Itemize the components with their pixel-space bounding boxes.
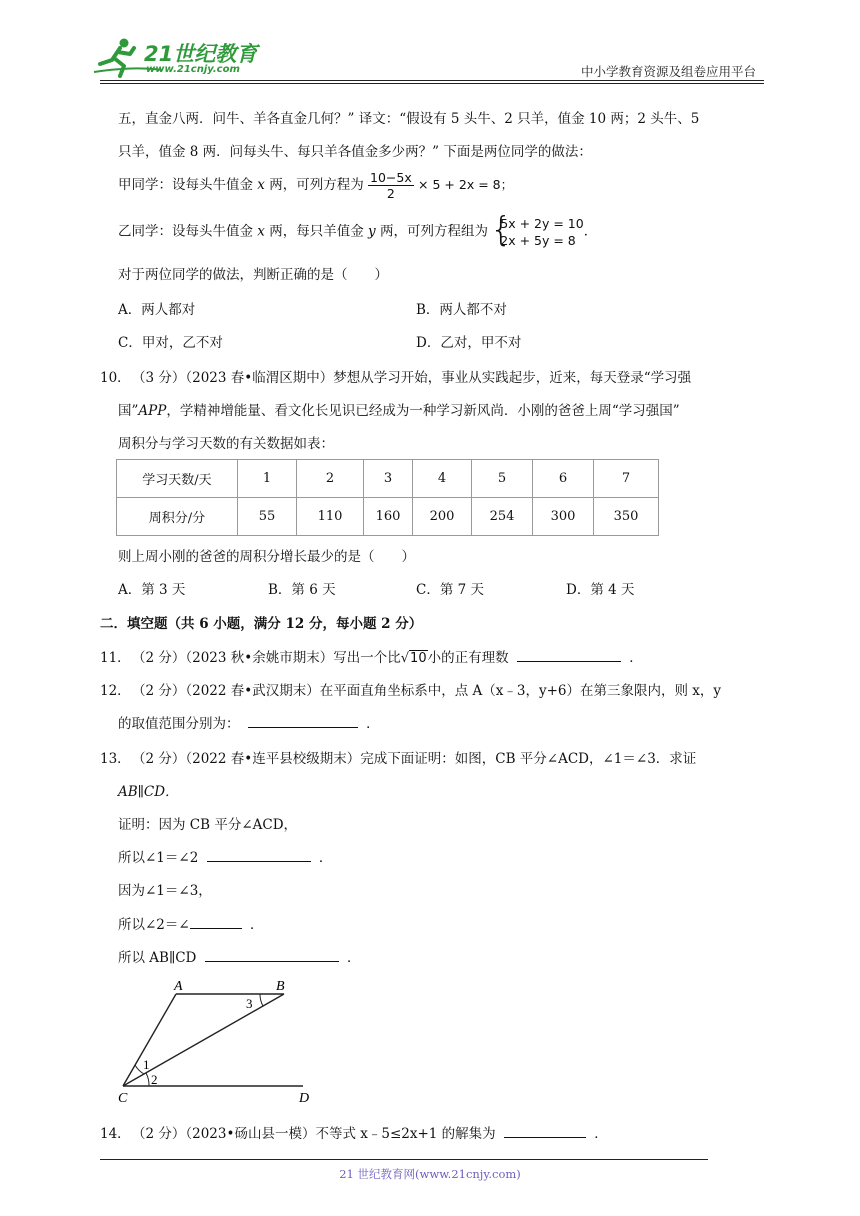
angle3-arc xyxy=(260,994,263,1006)
q11-body xyxy=(132,646,643,666)
header-platform-name: 中小学教育资源及组卷应用平台 xyxy=(580,64,756,79)
q9-jia-numerator: 10−5x xyxy=(370,170,412,185)
q13-end-1: ． xyxy=(318,850,333,866)
q14-end: ． xyxy=(594,1126,608,1142)
q10-line2 xyxy=(118,399,680,419)
q13-number: 13． xyxy=(100,751,131,767)
angle2-arc xyxy=(146,1073,149,1086)
q12-line2 xyxy=(118,712,380,732)
q13-proof4: 所以∠2＝∠ xyxy=(118,917,190,933)
segment-ac xyxy=(123,994,176,1086)
q11-sqrt-value: 10 xyxy=(410,651,427,666)
q9-yi-eq2: 2x + 5y = 8 xyxy=(500,233,576,248)
table-cell: 3 xyxy=(364,460,413,498)
footer-divider xyxy=(100,1159,708,1160)
q10-line2-b: ，学精神增能量、看文化长见识已经成为一种学习新风尚．小刚的爸爸上周“学习强国” xyxy=(166,403,680,419)
q9-yi-mid1: 两，每只羊值金 xyxy=(264,223,364,240)
q9-jia-mid: 两，可列方程为 xyxy=(264,177,364,193)
q9-yi-eq1: { 5x + 2y = 10 xyxy=(500,216,584,231)
q10-line1: （3 分）（2023 春•临渭区期中）梦想从学习开始，事业从实践起步，近来，每天登录“学习强 xyxy=(132,370,692,386)
q11-number: 11． xyxy=(100,650,131,666)
q12-line1: （2 分）（2022 春•武汉期末）在平面直角坐标系中，点 A（x﹣3，y+6）在第三象限内，则 x，y xyxy=(132,683,722,699)
table-cell: 5 xyxy=(472,460,533,498)
q9-yi-var2: y xyxy=(368,223,376,240)
q9-yi-system xyxy=(492,215,583,249)
q13-blank-1[interactable] xyxy=(207,847,311,862)
section-title: 二．填空题（共 6 小题，满分 12 分，每小题 2 分） xyxy=(100,616,423,632)
q12-end: ． xyxy=(366,716,380,732)
header-divider xyxy=(100,80,764,81)
q14-text: （2 分）（2023•砀山县一模）不等式 x﹣5≤2x+1 的解集为 xyxy=(132,1126,496,1142)
q13-proof5: 所以 AB∥CD xyxy=(118,950,197,966)
label-angle2: 2 xyxy=(151,1072,158,1087)
q10-app: APP xyxy=(138,403,167,419)
q10-data-table xyxy=(116,459,659,536)
q13-geometry-figure xyxy=(110,976,320,1106)
q9-option-a: A．两人都对 xyxy=(118,302,196,318)
table-cell: 6 xyxy=(533,460,594,498)
q13-proof3: 因为∠1＝∠3， xyxy=(118,883,212,899)
q9-jia xyxy=(118,170,513,201)
table-header-days: 学习天数/天 xyxy=(117,460,238,498)
table-row xyxy=(117,498,659,536)
table-cell: 4 xyxy=(413,460,472,498)
q9-jia-suffix: × 5 + 2x = 8； xyxy=(418,177,514,192)
q12-line2-text: 的取值范围分别为： xyxy=(118,716,240,732)
table-cell: 254 xyxy=(472,498,533,536)
q9-jia-prefix: 甲同学：设每头牛值金 xyxy=(118,177,253,193)
label-angle3: 3 xyxy=(246,996,253,1011)
q13-line1: （2 分）（2022 春•连平县校级期末）完成下面证明：如图，CB 平分∠ACD，∠1＝∠3．求证 xyxy=(132,751,697,767)
q13-line2: AB∥CD． xyxy=(118,784,179,800)
q11-end: ． xyxy=(629,650,643,666)
q13-blank-3[interactable] xyxy=(205,947,339,962)
q10-number: 10． xyxy=(100,370,131,386)
q11-text-a: （2 分）（2023 秋•余姚市期末）写出一个比 xyxy=(132,650,401,666)
table-cell: 350 xyxy=(594,498,659,536)
q9-yi-end: ． xyxy=(583,223,598,240)
q9-yi-prefix: 乙同学：设每头牛值金 xyxy=(118,223,253,240)
table-cell: 2 xyxy=(297,460,364,498)
q13-proof2-row xyxy=(118,846,332,866)
q14-number: 14． xyxy=(100,1126,131,1142)
q9-option-b: B．两人都不对 xyxy=(416,302,507,318)
logo-url: www.21cnjy.com xyxy=(146,64,240,75)
q13-end-3: ． xyxy=(346,950,361,966)
q9-line1: 五，直金八两．问牛、羊各直金几何？” 译文：“假设有 5 头牛、2 只羊，值金 10 两；2 头牛、5 xyxy=(118,111,700,127)
table-cell: 7 xyxy=(594,460,659,498)
label-c: C xyxy=(118,1091,128,1106)
table-cell: 1 xyxy=(238,460,297,498)
q14-answer-blank[interactable] xyxy=(504,1123,586,1138)
q9-jia-fraction xyxy=(368,170,414,201)
q11-answer-blank[interactable] xyxy=(517,647,621,662)
table-header-score: 周积分/分 xyxy=(117,498,238,536)
header-divider-2 xyxy=(100,83,764,84)
q9-option-d: D．乙对，甲不对 xyxy=(416,335,522,351)
label-b: B xyxy=(276,979,285,994)
label-a: A xyxy=(174,979,183,994)
q13-blank-2[interactable] xyxy=(190,914,242,929)
label-angle1: 1 xyxy=(143,1057,150,1072)
logo-title: 21世纪教育 xyxy=(144,42,258,66)
q9-option-c: C．甲对，乙不对 xyxy=(118,335,223,351)
q9-yi xyxy=(118,215,597,249)
q10-option-b: B．第 6 天 xyxy=(268,582,336,598)
q14-body xyxy=(132,1122,608,1142)
table-cell: 300 xyxy=(533,498,594,536)
table-cell: 160 xyxy=(364,498,413,536)
q10-option-c: C．第 7 天 xyxy=(416,582,485,598)
segment-cb xyxy=(123,994,284,1086)
q13-proof2: 所以∠1＝∠2 xyxy=(118,850,199,866)
q13-proof5-row xyxy=(118,946,360,966)
table-cell: 200 xyxy=(413,498,472,536)
table-cell: 110 xyxy=(297,498,364,536)
footer-site[interactable]: 21 世纪教育网(www.21cnjy.com) xyxy=(339,1167,521,1181)
q11-sqrt: √10 xyxy=(400,651,427,666)
q10-question: 则上周小刚的爸爸的周积分增长最少的是（ ） xyxy=(118,549,415,565)
q9-jia-denominator: 2 xyxy=(386,186,395,201)
label-d: D xyxy=(299,1091,310,1106)
q10-option-a: A．第 3 天 xyxy=(118,582,186,598)
q11-text-b: 小的正有理数 xyxy=(427,650,509,666)
q12-number: 12． xyxy=(100,683,131,699)
q10-line3: 周积分与学习天数的有关数据如表： xyxy=(118,436,334,452)
q13-proof4-row xyxy=(118,913,264,933)
q9-question: 对于两位同学的做法，判断正确的是（ ） xyxy=(118,267,388,283)
table-row xyxy=(117,460,659,498)
q9-yi-var1: x xyxy=(257,223,265,240)
q10-line2-a: 国” xyxy=(118,403,139,419)
q9-yi-mid2: 两，可列方程组为 xyxy=(375,223,488,240)
site-logo xyxy=(92,36,267,80)
table-cell: 55 xyxy=(238,498,297,536)
q10-option-d: D．第 4 天 xyxy=(566,582,635,598)
q12-answer-blank[interactable] xyxy=(248,713,358,728)
q13-proof1: 证明：因为 CB 平分∠ACD， xyxy=(118,817,298,833)
q9-jia-var: x xyxy=(257,177,265,193)
q13-end-2: ． xyxy=(250,917,264,933)
q9-line2: 只羊，值金 8 两．问每头牛、每只羊各值金多少两？” 下面是两位同学的做法： xyxy=(118,144,592,160)
